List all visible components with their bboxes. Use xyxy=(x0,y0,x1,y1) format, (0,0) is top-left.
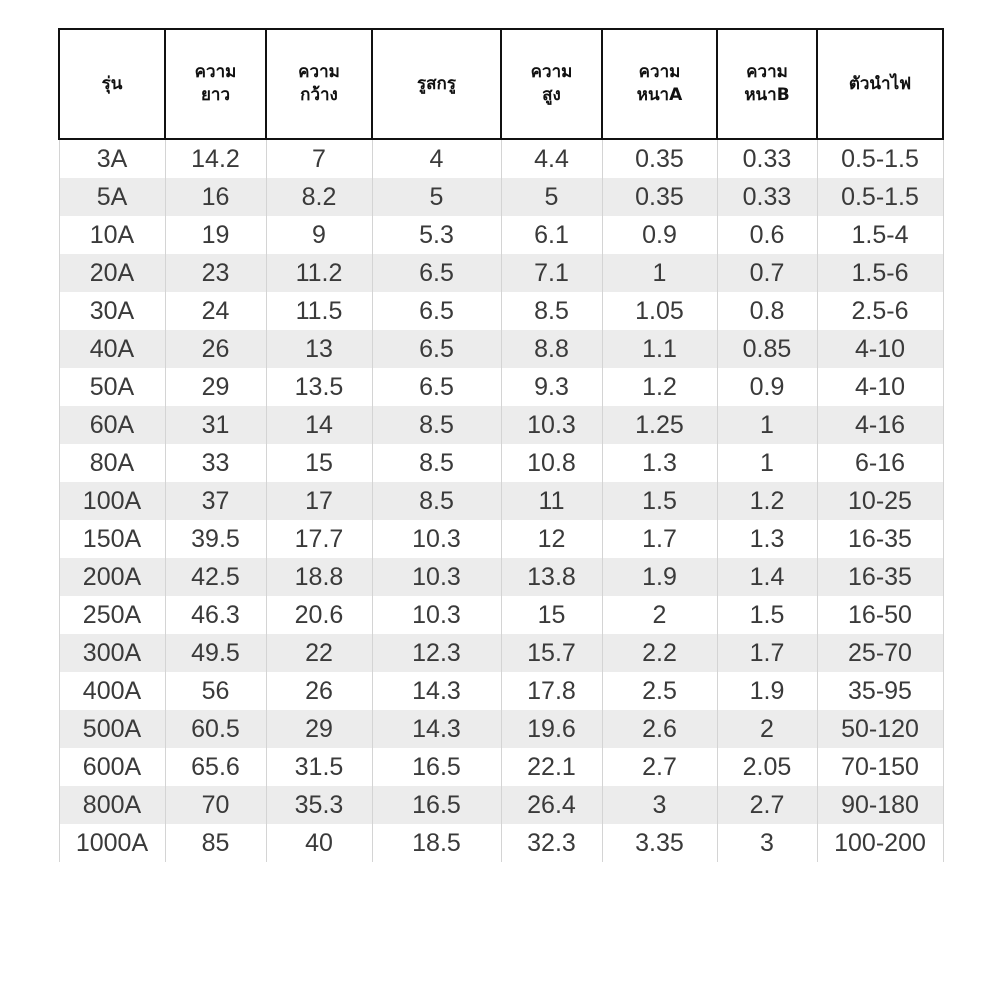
cell-conductor: 1.5-6 xyxy=(817,254,943,292)
cell-thickness-b: 0.8 xyxy=(717,292,817,330)
cell-thickness-b: 0.7 xyxy=(717,254,817,292)
table-row xyxy=(59,368,943,406)
cell-height: 11 xyxy=(501,482,602,520)
cell-height: 32.3 xyxy=(501,824,602,862)
cell-model: 60A xyxy=(59,406,165,444)
cell-length: 60.5 xyxy=(165,710,266,748)
cell-model: 5A xyxy=(59,178,165,216)
cell-thickness-b: 0.85 xyxy=(717,330,817,368)
cell-width: 8.2 xyxy=(266,178,372,216)
cell-thickness-b: 2.05 xyxy=(717,748,817,786)
table-body xyxy=(59,139,943,862)
cell-thickness-b: 1.4 xyxy=(717,558,817,596)
cell-length: 33 xyxy=(165,444,266,482)
cell-model: 40A xyxy=(59,330,165,368)
cell-length: 19 xyxy=(165,216,266,254)
cell-length: 37 xyxy=(165,482,266,520)
table-row xyxy=(59,634,943,672)
cell-width: 17.7 xyxy=(266,520,372,558)
cell-length: 31 xyxy=(165,406,266,444)
cell-height: 12 xyxy=(501,520,602,558)
cell-height: 26.4 xyxy=(501,786,602,824)
cell-thickness-b: 1 xyxy=(717,406,817,444)
cell-length: 46.3 xyxy=(165,596,266,634)
table-row xyxy=(59,482,943,520)
cell-thickness-a: 0.35 xyxy=(602,178,717,216)
table-header xyxy=(59,29,943,139)
cell-model: 150A xyxy=(59,520,165,558)
cell-model: 30A xyxy=(59,292,165,330)
cell-conductor: 1.5-4 xyxy=(817,216,943,254)
cell-thickness-b: 1.9 xyxy=(717,672,817,710)
cell-screw-hole: 6.5 xyxy=(372,330,501,368)
cell-length: 56 xyxy=(165,672,266,710)
cell-length: 39.5 xyxy=(165,520,266,558)
header-thickness-a: ความ หนาA xyxy=(602,29,717,139)
cell-thickness-a: 1.1 xyxy=(602,330,717,368)
table-row xyxy=(59,748,943,786)
cell-width: 35.3 xyxy=(266,786,372,824)
cell-model: 500A xyxy=(59,710,165,748)
table-row xyxy=(59,672,943,710)
cell-height: 9.3 xyxy=(501,368,602,406)
cell-thickness-b: 0.6 xyxy=(717,216,817,254)
cell-conductor: 4-10 xyxy=(817,330,943,368)
header-thickness-b: ความ หนาB xyxy=(717,29,817,139)
header-height: ความ สูง xyxy=(501,29,602,139)
cell-thickness-a: 2.6 xyxy=(602,710,717,748)
cell-length: 49.5 xyxy=(165,634,266,672)
header-screw-hole: รูสกรู xyxy=(372,29,501,139)
cell-screw-hole: 5.3 xyxy=(372,216,501,254)
cell-width: 31.5 xyxy=(266,748,372,786)
cell-height: 22.1 xyxy=(501,748,602,786)
cell-thickness-a: 1 xyxy=(602,254,717,292)
cell-width: 17 xyxy=(266,482,372,520)
cell-thickness-a: 2.7 xyxy=(602,748,717,786)
cell-thickness-b: 3 xyxy=(717,824,817,862)
cell-width: 11.2 xyxy=(266,254,372,292)
cell-thickness-b: 0.9 xyxy=(717,368,817,406)
cell-height: 8.8 xyxy=(501,330,602,368)
cell-thickness-a: 1.05 xyxy=(602,292,717,330)
cell-model: 300A xyxy=(59,634,165,672)
cell-width: 9 xyxy=(266,216,372,254)
table-row xyxy=(59,710,943,748)
cell-height: 13.8 xyxy=(501,558,602,596)
cell-screw-hole: 5 xyxy=(372,178,501,216)
cell-width: 7 xyxy=(266,139,372,178)
cell-thickness-a: 1.7 xyxy=(602,520,717,558)
cell-thickness-b: 1.3 xyxy=(717,520,817,558)
cell-screw-hole: 14.3 xyxy=(372,672,501,710)
cell-thickness-a: 0.35 xyxy=(602,139,717,178)
table-row xyxy=(59,520,943,558)
cell-conductor: 2.5-6 xyxy=(817,292,943,330)
cell-screw-hole: 16.5 xyxy=(372,748,501,786)
table-row xyxy=(59,596,943,634)
cell-conductor: 16-50 xyxy=(817,596,943,634)
cell-screw-hole: 10.3 xyxy=(372,596,501,634)
cell-height: 19.6 xyxy=(501,710,602,748)
cell-thickness-b: 1 xyxy=(717,444,817,482)
cell-screw-hole: 18.5 xyxy=(372,824,501,862)
table-row xyxy=(59,254,943,292)
table-row xyxy=(59,786,943,824)
cell-width: 26 xyxy=(266,672,372,710)
cell-length: 16 xyxy=(165,178,266,216)
cell-length: 70 xyxy=(165,786,266,824)
table-row xyxy=(59,406,943,444)
table-row xyxy=(59,330,943,368)
cell-thickness-a: 0.9 xyxy=(602,216,717,254)
cell-height: 8.5 xyxy=(501,292,602,330)
cell-conductor: 6-16 xyxy=(817,444,943,482)
cell-length: 26 xyxy=(165,330,266,368)
cell-screw-hole: 8.5 xyxy=(372,482,501,520)
cell-screw-hole: 4 xyxy=(372,139,501,178)
cell-width: 22 xyxy=(266,634,372,672)
cell-model: 50A xyxy=(59,368,165,406)
cell-conductor: 35-95 xyxy=(817,672,943,710)
cell-height: 15 xyxy=(501,596,602,634)
cell-thickness-a: 1.2 xyxy=(602,368,717,406)
table-row xyxy=(59,292,943,330)
cell-model: 200A xyxy=(59,558,165,596)
cell-conductor: 0.5-1.5 xyxy=(817,178,943,216)
cell-height: 17.8 xyxy=(501,672,602,710)
cell-height: 15.7 xyxy=(501,634,602,672)
table-row xyxy=(59,139,943,178)
cell-screw-hole: 6.5 xyxy=(372,292,501,330)
cell-screw-hole: 16.5 xyxy=(372,786,501,824)
table-row xyxy=(59,824,943,862)
cell-screw-hole: 8.5 xyxy=(372,406,501,444)
cell-length: 85 xyxy=(165,824,266,862)
cell-conductor: 4-10 xyxy=(817,368,943,406)
cell-height: 10.8 xyxy=(501,444,602,482)
cell-thickness-a: 1.3 xyxy=(602,444,717,482)
cell-conductor: 25-70 xyxy=(817,634,943,672)
cell-height: 7.1 xyxy=(501,254,602,292)
cell-thickness-a: 3.35 xyxy=(602,824,717,862)
cell-width: 20.6 xyxy=(266,596,372,634)
cell-width: 13 xyxy=(266,330,372,368)
cell-model: 800A xyxy=(59,786,165,824)
cell-screw-hole: 12.3 xyxy=(372,634,501,672)
cell-thickness-b: 1.7 xyxy=(717,634,817,672)
cell-width: 13.5 xyxy=(266,368,372,406)
cell-model: 10A xyxy=(59,216,165,254)
cell-conductor: 16-35 xyxy=(817,558,943,596)
cell-screw-hole: 10.3 xyxy=(372,558,501,596)
header-conductor: ตัวนำไฟ xyxy=(817,29,943,139)
cell-screw-hole: 10.3 xyxy=(372,520,501,558)
header-length: ความ ยาว xyxy=(165,29,266,139)
cell-height: 10.3 xyxy=(501,406,602,444)
header-row xyxy=(59,29,943,139)
cell-thickness-a: 2 xyxy=(602,596,717,634)
cell-model: 250A xyxy=(59,596,165,634)
cell-height: 5 xyxy=(501,178,602,216)
cell-conductor: 100-200 xyxy=(817,824,943,862)
cell-model: 20A xyxy=(59,254,165,292)
cell-conductor: 16-35 xyxy=(817,520,943,558)
cell-screw-hole: 6.5 xyxy=(372,368,501,406)
cell-length: 29 xyxy=(165,368,266,406)
cell-conductor: 0.5-1.5 xyxy=(817,139,943,178)
cell-width: 40 xyxy=(266,824,372,862)
cell-width: 11.5 xyxy=(266,292,372,330)
cell-conductor: 70-150 xyxy=(817,748,943,786)
header-model: รุ่น xyxy=(59,29,165,139)
cell-thickness-b: 1.2 xyxy=(717,482,817,520)
cell-model: 1000A xyxy=(59,824,165,862)
cell-thickness-a: 1.5 xyxy=(602,482,717,520)
spec-table-container xyxy=(58,28,942,862)
table-row xyxy=(59,178,943,216)
table-row xyxy=(59,444,943,482)
cell-length: 65.6 xyxy=(165,748,266,786)
cell-length: 23 xyxy=(165,254,266,292)
cell-thickness-b: 0.33 xyxy=(717,178,817,216)
cell-width: 14 xyxy=(266,406,372,444)
cell-screw-hole: 8.5 xyxy=(372,444,501,482)
cell-thickness-a: 1.25 xyxy=(602,406,717,444)
cell-model: 80A xyxy=(59,444,165,482)
cell-model: 3A xyxy=(59,139,165,178)
cell-thickness-a: 2.5 xyxy=(602,672,717,710)
cell-length: 24 xyxy=(165,292,266,330)
cell-width: 18.8 xyxy=(266,558,372,596)
cell-thickness-a: 3 xyxy=(602,786,717,824)
cell-length: 42.5 xyxy=(165,558,266,596)
cell-model: 600A xyxy=(59,748,165,786)
cell-thickness-a: 1.9 xyxy=(602,558,717,596)
cell-conductor: 4-16 xyxy=(817,406,943,444)
cell-screw-hole: 14.3 xyxy=(372,710,501,748)
cell-screw-hole: 6.5 xyxy=(372,254,501,292)
cell-thickness-b: 2.7 xyxy=(717,786,817,824)
cell-model: 400A xyxy=(59,672,165,710)
table-row xyxy=(59,558,943,596)
cell-model: 100A xyxy=(59,482,165,520)
cell-length: 14.2 xyxy=(165,139,266,178)
header-width: ความ กว้าง xyxy=(266,29,372,139)
cell-thickness-b: 1.5 xyxy=(717,596,817,634)
cell-width: 15 xyxy=(266,444,372,482)
cell-conductor: 50-120 xyxy=(817,710,943,748)
cell-height: 6.1 xyxy=(501,216,602,254)
cell-conductor: 90-180 xyxy=(817,786,943,824)
cell-thickness-a: 2.2 xyxy=(602,634,717,672)
cell-height: 4.4 xyxy=(501,139,602,178)
table-row xyxy=(59,216,943,254)
cell-thickness-b: 0.33 xyxy=(717,139,817,178)
cell-conductor: 10-25 xyxy=(817,482,943,520)
cell-width: 29 xyxy=(266,710,372,748)
spec-table xyxy=(58,28,944,862)
cell-thickness-b: 2 xyxy=(717,710,817,748)
